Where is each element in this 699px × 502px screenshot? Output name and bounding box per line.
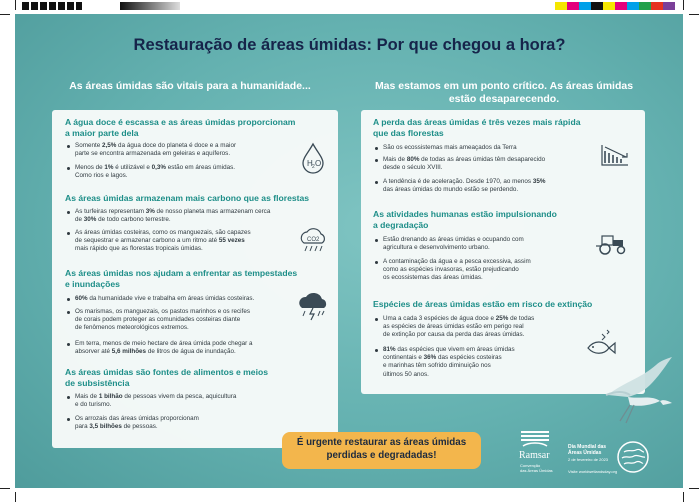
left-section-3-heading — [65, 268, 297, 289]
heading-line: As áreas úmidas nos ajudam a enfrentar as tempestades — [65, 268, 298, 278]
declining-chart-icon — [600, 143, 630, 167]
list-item: A tendência é de aceleração. Desde 1970, ao menos 35% das áreas úmidas do mundo estão se perdendo. — [374, 178, 545, 194]
ramsar-logo-icon — [519, 426, 551, 448]
print-marks — [0, 0, 699, 14]
crop-mark — [0, 488, 10, 489]
heading-line: A perda das áreas úmidas é três vezes mais rápida — [373, 117, 581, 127]
color-bar-right — [555, 2, 675, 10]
call-to-action-box — [282, 432, 481, 469]
registration-bar-left — [22, 2, 82, 10]
right-section-2-heading — [373, 209, 557, 230]
co2-cloud-icon — [296, 226, 330, 254]
crop-mark — [689, 488, 699, 489]
list-item: A contaminação da água e a pesca excessiva, assim como as espécies invasoras, estão prejudicando os ecossistemas das áreas úmidas. — [374, 258, 531, 283]
wwd-logo-text: Dia Mundial das Áreas Úmidas — [568, 444, 607, 456]
heading-line: a maior parte dela — [65, 127, 139, 138]
list-item: São os ecossistemas mais ameaçados da Terra — [374, 144, 517, 152]
crop-mark — [15, 492, 16, 502]
right-section-3-heading — [373, 299, 592, 310]
list-item: As áreas úmidas costeiras, como os manguezais, são capazes de sequestrar e armazenar carbono a um ritmo até 55 vezes mais rápido que as florestas tropicais úmidas. — [66, 229, 251, 254]
svg-text:H: H — [307, 159, 313, 168]
heading-line: e inundações — [65, 278, 120, 289]
list-item: Estão drenando as áreas úmidas e ocupando com agricultura e desenvolvimento urbano. — [374, 236, 524, 252]
storm-cloud-icon — [296, 290, 332, 322]
tractor-icon — [594, 230, 630, 256]
list-item: 60% da humanidade vive e trabalha em áreas úmidas costeiras. — [66, 295, 254, 303]
gray-ramp — [120, 2, 180, 10]
crop-mark — [689, 14, 699, 15]
right-section-1-heading — [373, 117, 580, 138]
svg-text:O: O — [315, 159, 322, 168]
heading-line: As áreas úmidas armazenam mais carbono que as florestas — [65, 193, 310, 203]
wwd-url: Visite worldwetlandsday.org — [568, 469, 618, 474]
crop-mark — [0, 14, 10, 15]
heading-line: As atividades humanas estão impulsionando — [373, 209, 557, 219]
heron-bird-icon — [600, 355, 680, 431]
svg-text:CO2: CO2 — [307, 237, 320, 243]
heading-line: As áreas úmidas são fontes de alimentos e meios — [65, 367, 268, 377]
list-item: 81% das espécies que vivem em áreas úmidas continentais e 36% das espécies costeiras e marinhas têm sofrido diminuição nos últimos 50 anos. — [374, 346, 515, 379]
right-subtitle — [356, 80, 652, 106]
list-item: As turfeiras representam 3% de nosso planeta mas armazenam cerca de 30% de todo carbono terrestre. — [66, 208, 270, 224]
heading-line: Espécies de áreas úmidas estão em risco de extinção — [373, 299, 593, 309]
heading-line: de subsistência — [65, 377, 130, 388]
list-item: Uma a cada 3 espécies de água doce e 25% de todas as espécies de áreas úmidas estão em perigo real de extinção por causa da perda das áreas úmidas. — [374, 315, 534, 340]
heading-line: A água doce é escassa e as áreas úmidas proporcionam — [65, 117, 296, 127]
right-subtitle-line-2: estão desaparecendo. — [448, 93, 560, 105]
list-item: Em terra, menos de meio hectare de área úmida pode chegar a absorver até 5,6 milhões de litros de água de inundação. — [66, 340, 252, 356]
wwd-date: 2 de fevereiro de 2023 — [568, 457, 609, 462]
left-section-1-heading — [65, 117, 295, 138]
left-section-4-heading — [65, 367, 268, 388]
list-item: Os arrozais das áreas úmidas proporcionam para 3,5 bilhões de pessoas. — [66, 415, 199, 431]
list-item: Os marismas, os manguezais, os pastos marinhos e os recifes de corais podem proteger as comunidades costeiras diante de fenômenos meteorológicos extremos. — [66, 308, 250, 333]
list-item: Menos de 1% é utilizável e 0,3% estão em áreas úmidas. Como rios e lagos. — [66, 164, 235, 180]
list-item: Mais de 1 bilhão de pessoas vivem da pesca, aquicultura e do turismo. — [66, 393, 236, 409]
heading-line: que das florestas — [373, 127, 444, 138]
list-item: Somente 2,5% da água doce do planeta é doce e a maior parte se encontra armazenada em geleiras e aquíferos. — [66, 142, 236, 158]
left-subtitle: As áreas úmidas são vitais para a humanidade... — [69, 80, 311, 92]
svg-text:2: 2 — [312, 164, 315, 170]
cta-line-1: É urgente restaurar as áreas úmidas — [296, 437, 467, 448]
right-subtitle-line-1: Mas estamos em um ponto crítico. As áreas úmidas — [374, 80, 634, 92]
left-section-2-heading — [65, 193, 309, 204]
heading-line: a degradação — [373, 219, 429, 230]
crop-mark — [683, 492, 684, 502]
h2o-drop-icon — [300, 142, 326, 174]
cta-line-2: perdidas e degradadas! — [326, 449, 437, 461]
ramsar-logo-text: Ramsar — [519, 450, 550, 461]
page-title: Restauração de áreas úmidas: Por que chegou a hora? — [133, 36, 566, 54]
ramsar-logo-subtitle: Convenção das Áreas Úmidas — [520, 463, 553, 473]
world-wetlands-day-logo-icon — [616, 440, 650, 474]
list-item: Mais de 80% de todas as áreas úmidas têm desaparecido desde o século XVIII. — [374, 156, 545, 172]
